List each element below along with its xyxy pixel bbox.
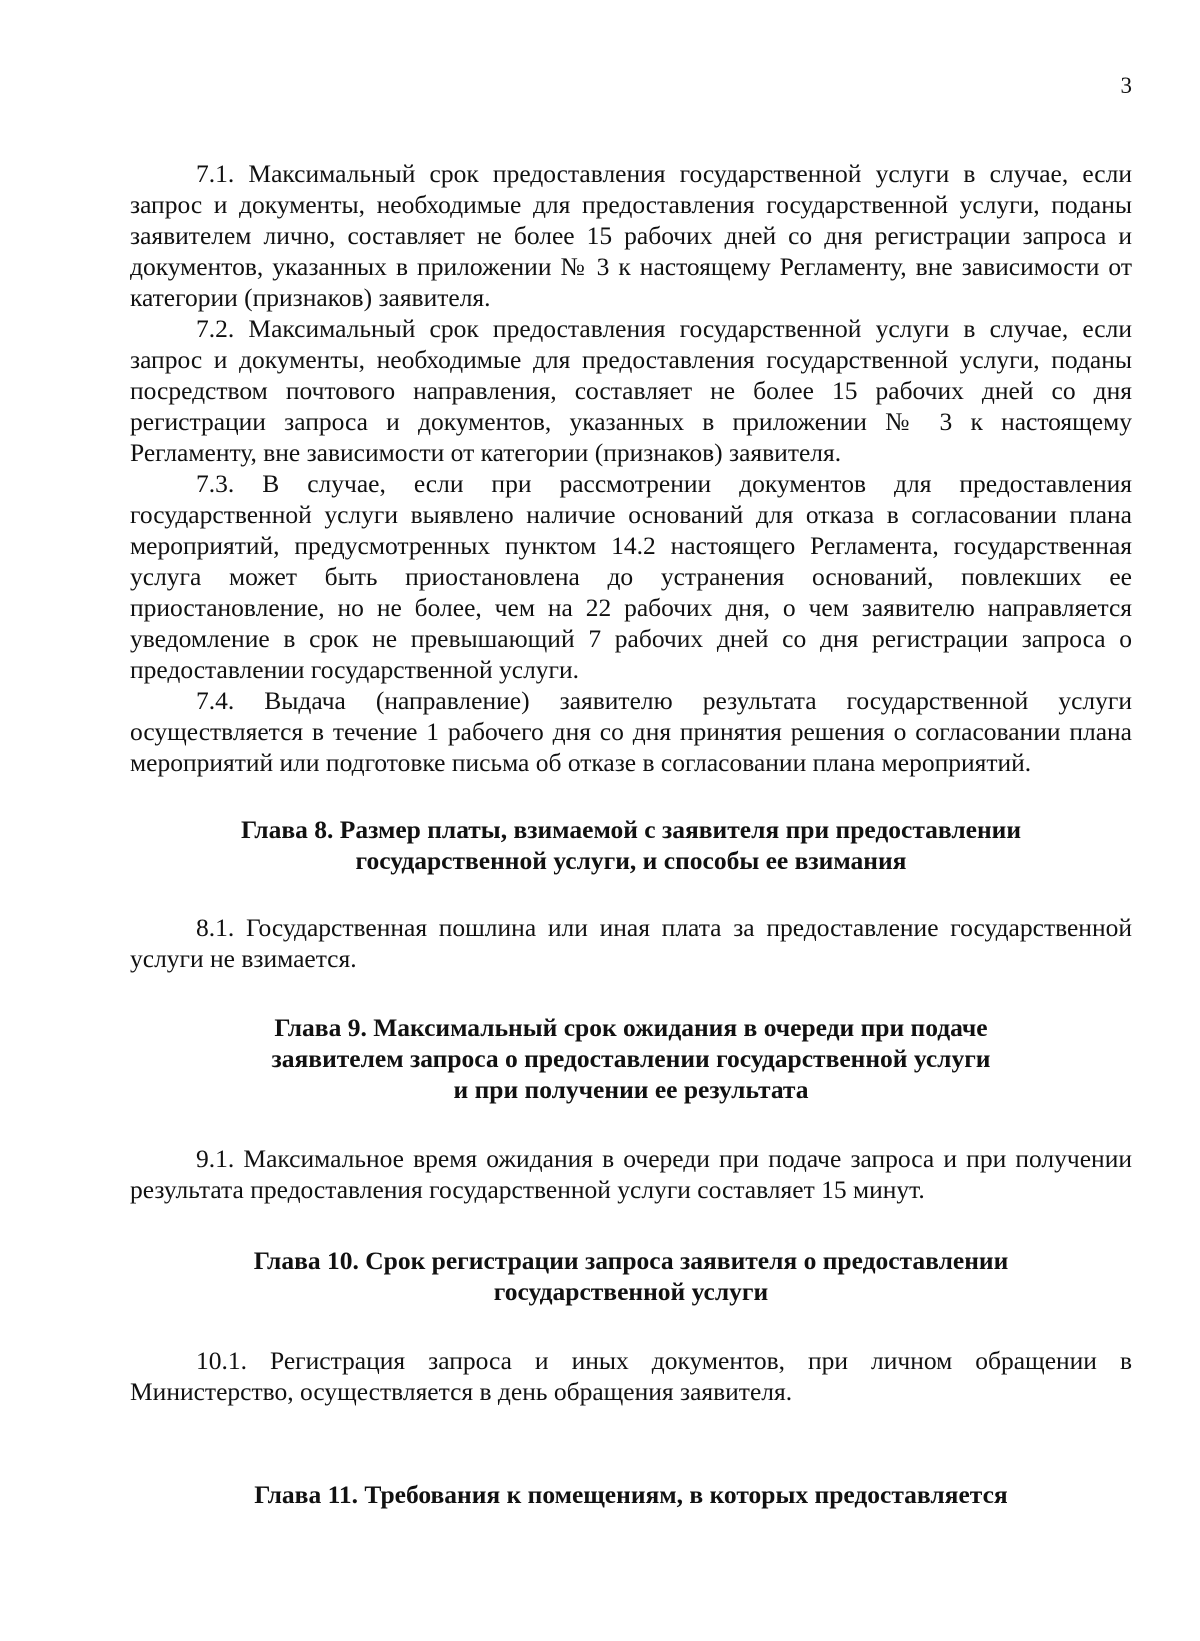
chapter-10-heading-line-1: Глава 10. Срок регистрации запроса заявителя о предоставлении (253, 1246, 1009, 1275)
document-body (130, 158, 1132, 1510)
chapter-11-heading-line-1: Глава 11. Требования к помещениям, в которых предоставляется (254, 1480, 1008, 1509)
chapter-10-heading-line-2: государственной услуги (493, 1277, 769, 1306)
paragraph-7-1: 7.1. Максимальный срок предоставления государственной услуги в случае, если запрос и документы, необходимые для предоставления государственной услуги, поданы заявителем лично, составляет не более 15 рабочих дней со дня регистрации запроса и документов, указанных в приложении № 3 к настоящему Регламенту, вне зависимости от категории (признаков) заявителя. (130, 159, 1132, 312)
paragraph-10-1: 10.1. Регистрация запроса и иных документов, при личном обращении в Министерство, осуществляется в день обращения заявителя. (130, 1346, 1132, 1406)
paragraph-7-3: 7.3. В случае, если при рассмотрении документов для предоставления государственной услуги выявлено наличие оснований для отказа в согласовании плана мероприятий, предусмотренных пунктом 14.2 настоящего Регламента, государственная услуга может быть приостановлена до устранения оснований, повлекших ее приостановление, но не более, чем на 22 рабочих дня, о чем заявителю направляется уведомление в срок не превышающий 7 рабочих дней со дня регистрации запроса о предоставлении государственной услуги. (130, 469, 1132, 684)
chapter-8-heading-line-1: Глава 8. Размер платы, взимаемой с заявителя при предоставлении (240, 815, 1022, 844)
chapter-9-heading-line-3: и при получении ее результата (453, 1075, 809, 1104)
chapter-9-heading-line-1: Глава 9. Максимальный срок ожидания в очереди при подаче (274, 1013, 988, 1042)
chapter-9-heading-line-2: заявителем запроса о предоставлении государственной услуги (271, 1044, 991, 1073)
chapter-8-heading (130, 814, 1132, 876)
page-number: 3 (1120, 73, 1132, 98)
paragraph-8-1: 8.1. Государственная пошлина или иная плата за предоставление государственной услуги не взимается. (130, 913, 1132, 973)
chapter-8-heading-line-2: государственной услуги, и способы ее взимания (355, 846, 907, 875)
paragraph-7-2: 7.2. Максимальный срок предоставления государственной услуги в случае, если запрос и документы, необходимые для предоставления государственной услуги, поданы посредством почтового направления, составляет не более 15 рабочих дней со дня регистрации запроса и документов, указанных в приложении № 3 к настоящему Регламенту, вне зависимости от категории (признаков) заявителя. (130, 314, 1132, 467)
paragraph-7-4: 7.4. Выдача (направление) заявителю результата государственной услуги осуществляется в течение 1 рабочего дня со дня принятия решения о согласовании плана мероприятий или подготовке письма об отказе в согласовании плана мероприятий. (130, 686, 1132, 777)
chapter-11-heading (130, 1479, 1132, 1510)
chapter-9-heading (130, 1012, 1132, 1105)
chapter-10-heading (130, 1245, 1132, 1307)
paragraph-9-1: 9.1. Максимальное время ожидания в очереди при подаче запроса и при получении результата предоставления государственной услуги составляет 15 минут. (130, 1144, 1132, 1204)
